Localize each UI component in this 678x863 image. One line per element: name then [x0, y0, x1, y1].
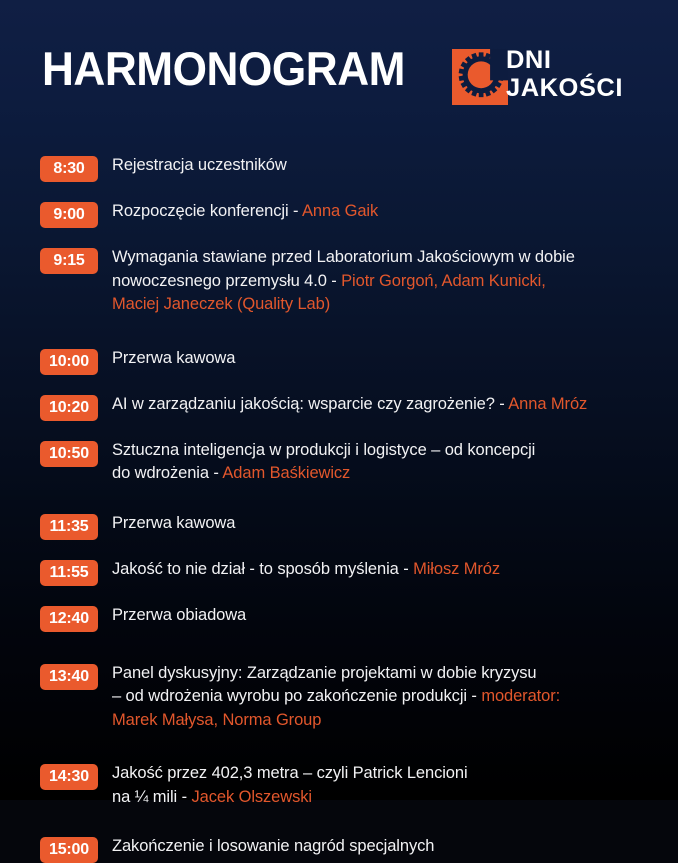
- session-line: [112, 558, 662, 582]
- page-title: HARMONOGRAM: [42, 42, 405, 95]
- time-badge: 8:30: [40, 156, 98, 182]
- session-text: Sztuczna inteligencja w produkcji i logistyce – od koncepcji: [112, 440, 536, 459]
- time-badge: 10:20: [40, 395, 98, 421]
- session-line: [112, 270, 662, 294]
- time-badge: 14:30: [40, 764, 98, 790]
- schedule-row: [0, 558, 678, 586]
- session-text: Rozpoczęcie konferencji -: [112, 202, 302, 220]
- session-line: [112, 835, 662, 859]
- time-badge: 15:00: [40, 837, 98, 863]
- session-line: [112, 200, 662, 224]
- session-line: [112, 246, 662, 270]
- time-badge: 13:40: [40, 664, 98, 690]
- session-line: [112, 393, 662, 417]
- session-text: – od wdrożenia wyrobu po zakończenie produkcji -: [112, 687, 482, 705]
- speaker-name: moderator:: [481, 687, 561, 705]
- schedule-row: [0, 393, 678, 421]
- schedule-list: [0, 140, 678, 863]
- schedule-row: [0, 835, 678, 863]
- session-text: nowoczesnego przemysłu 4.0 -: [112, 271, 342, 290]
- time-badge: 11:35: [40, 514, 98, 540]
- session-text: AI w zarządzaniu jakością: wsparcie czy zagrożenie? -: [112, 394, 509, 413]
- speaker-name: Miłosz Mróz: [413, 559, 500, 578]
- schedule-row: [0, 347, 678, 375]
- speaker-name: Piotr Gorgoń, Adam Kunicki,: [341, 271, 546, 290]
- time-badge: 9:15: [40, 248, 98, 274]
- speaker-name: Anna Mróz: [508, 394, 588, 413]
- session-description: [112, 154, 662, 178]
- time-badge: 11:55: [40, 560, 98, 586]
- session-description: [112, 762, 662, 809]
- speaker-name: Marek Małysa, Norma Group: [112, 710, 322, 729]
- session-description: [112, 604, 662, 628]
- session-text: Jakość to nie dział - to sposób myślenia -: [112, 559, 414, 578]
- session-text: Wymagania stawiane przed Laboratorium Jakościowym w dobie: [112, 248, 575, 266]
- event-logo-line-1: DNI: [506, 46, 552, 74]
- session-line: [112, 154, 662, 178]
- schedule-row: [0, 604, 678, 632]
- speaker-name: Maciej Janeczek (Quality Lab): [112, 295, 331, 313]
- session-text: Panel dyskusyjny: Zarządzanie projektami w dobie kryzysu: [112, 663, 537, 682]
- session-line: [112, 462, 662, 486]
- session-line: [112, 347, 662, 371]
- schedule-row: [0, 439, 678, 486]
- gear-circle-logo-mark: [452, 49, 508, 105]
- session-text: Zakończenie i losowanie nagród specjalnych: [112, 837, 435, 855]
- event-logo-text: [506, 47, 646, 102]
- session-description: [112, 246, 662, 317]
- session-line: [112, 604, 662, 628]
- speaker-name: Adam Baśkiewicz: [222, 464, 351, 482]
- session-text: Przerwa obiadowa: [112, 605, 247, 624]
- event-logo: [452, 46, 644, 109]
- session-line: [112, 293, 662, 317]
- session-line: [112, 709, 662, 733]
- session-description: [112, 393, 662, 417]
- session-line: [112, 762, 662, 786]
- session-description: [112, 835, 662, 859]
- time-badge: 10:00: [40, 349, 98, 375]
- speaker-name: Anna Gaik: [302, 202, 379, 220]
- session-description: [112, 512, 662, 536]
- time-badge: 9:00: [40, 202, 98, 228]
- session-text: Przerwa kawowa: [112, 348, 236, 367]
- schedule-row: [0, 662, 678, 733]
- poster-header: [0, 0, 678, 140]
- session-description: [112, 347, 662, 371]
- session-line: [112, 786, 662, 810]
- session-description: [112, 439, 662, 486]
- schedule-row: [0, 512, 678, 540]
- time-badge: 12:40: [40, 606, 98, 632]
- session-line: [112, 512, 662, 536]
- session-line: [112, 662, 662, 686]
- session-description: [112, 200, 662, 224]
- session-text: do wdrożenia -: [112, 464, 223, 482]
- schedule-row: [0, 246, 678, 317]
- schedule-row: [0, 200, 678, 228]
- session-text: Jakość przez 402,3 metra – czyli Patrick Lencioni: [112, 764, 468, 782]
- session-line: [112, 439, 662, 463]
- session-text: na ¼ mili -: [112, 787, 192, 806]
- session-line: [112, 685, 662, 709]
- session-description: [112, 558, 662, 582]
- session-text: Rejestracja uczestników: [112, 156, 287, 174]
- event-logo-line-2: JAKOŚCI: [506, 74, 623, 102]
- schedule-row: [0, 154, 678, 182]
- session-text: Przerwa kawowa: [112, 513, 236, 532]
- schedule-row: [0, 762, 678, 809]
- time-badge: 10:50: [40, 441, 98, 467]
- speaker-name: Jacek Olszewski: [191, 787, 312, 806]
- session-description: [112, 662, 662, 733]
